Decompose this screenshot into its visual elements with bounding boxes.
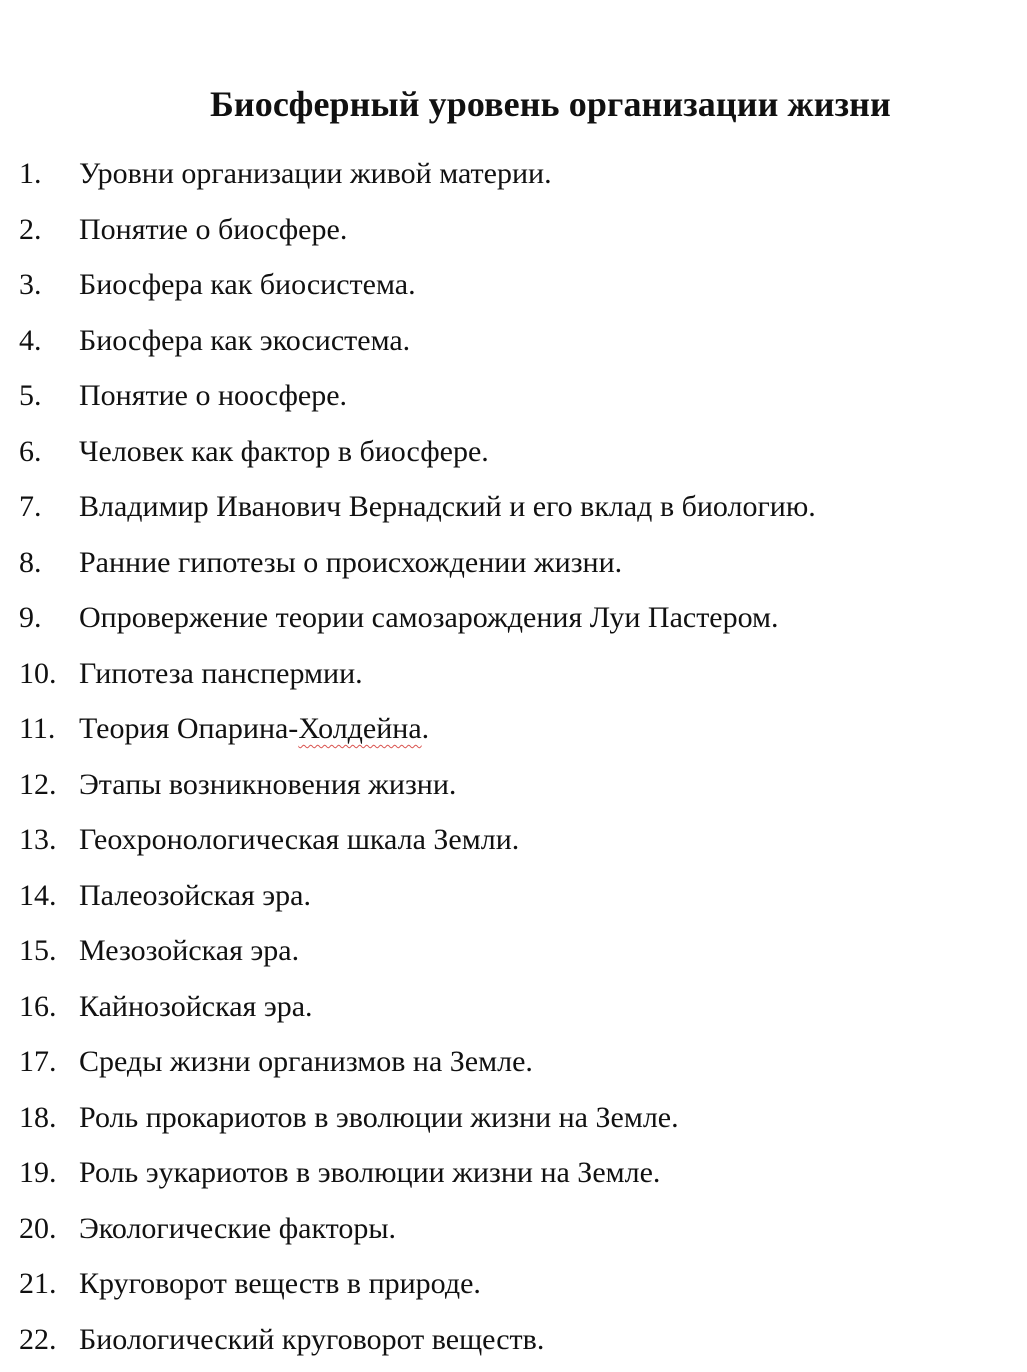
list-item [0, 313, 816, 369]
list-item [0, 701, 816, 757]
spellcheck-flagged-word[interactable]: Холдейна [298, 712, 422, 745]
list-item [0, 479, 816, 535]
topic-list [0, 146, 816, 1367]
list-item [0, 1145, 816, 1201]
list-item [0, 646, 816, 702]
item-text: Экологические факторы. [79, 1211, 397, 1245]
item-number: 3. [19, 268, 42, 301]
item-number: 1. [19, 157, 42, 190]
list-item [0, 257, 816, 313]
list-item [0, 757, 816, 813]
list-item [0, 1201, 816, 1257]
item-number: 19. [19, 1156, 57, 1189]
item-text: Среды жизни организмов на Земле. [79, 1045, 533, 1078]
item-number: 5. [19, 379, 42, 412]
item-text: Палеозойская эра. [79, 878, 312, 912]
item-text: Биологический круговорот веществ. [79, 1322, 545, 1356]
item-number: 17. [19, 1045, 57, 1078]
item-text: Уровни организации живой материи. [79, 157, 552, 190]
list-item [0, 868, 816, 924]
item-text: Мезозойская эра. [79, 934, 300, 967]
item-text-part: Теория Опарина- [79, 712, 299, 745]
item-text-part: . [421, 712, 430, 745]
list-item [0, 979, 816, 1035]
list-item [0, 535, 816, 591]
list-item [0, 424, 816, 480]
item-number: 15. [19, 934, 57, 967]
item-text: Биосфера как биосистема. [79, 268, 416, 301]
item-text: Геохронологическая шкала Земли. [79, 823, 520, 856]
list-item [0, 368, 816, 424]
item-number: 16. [19, 989, 57, 1023]
document-title: Биосферный уровень организации жизни [210, 84, 891, 124]
list-item [0, 202, 816, 258]
list-item [0, 146, 816, 202]
item-number: 11. [19, 712, 56, 745]
item-text [79, 701, 429, 757]
item-number: 10. [19, 656, 57, 690]
item-text: Понятие о биосфере. [79, 212, 348, 246]
list-item [0, 1090, 816, 1146]
item-number: 9. [19, 601, 42, 634]
item-text: Кайнозойская эра. [79, 989, 313, 1023]
item-text: Ранние гипотезы о происхождении жизни. [79, 545, 623, 579]
item-number: 21. [19, 1267, 57, 1300]
list-item [0, 812, 816, 868]
item-text: Круговорот веществ в природе. [79, 1267, 481, 1300]
list-item [0, 923, 816, 979]
item-text: Опровержение теории самозарождения Луи Пастером. [79, 601, 779, 634]
list-item [0, 1034, 816, 1090]
item-text: Роль эукариотов в эволюции жизни на Земле. [79, 1156, 661, 1189]
item-number: 6. [19, 434, 42, 468]
item-number: 8. [19, 545, 42, 579]
item-text: Владимир Иванович Вернадский и его вклад в биологию. [79, 490, 816, 523]
list-item [0, 1312, 816, 1368]
item-number: 14. [19, 878, 57, 912]
item-text: Гипотеза панспермии. [79, 656, 363, 690]
item-number: 18. [19, 1100, 57, 1134]
item-number: 2. [19, 212, 42, 246]
item-text: Понятие о ноосфере. [79, 379, 348, 412]
item-text: Биосфера как экосистема. [79, 323, 411, 357]
item-number: 12. [19, 767, 57, 801]
list-item [0, 590, 816, 646]
item-text: Человек как фактор в биосфере. [79, 434, 489, 468]
item-number: 13. [19, 823, 57, 856]
item-number: 20. [19, 1211, 57, 1245]
item-number: 22. [19, 1322, 57, 1356]
item-text: Этапы возникновения жизни. [79, 767, 457, 801]
item-text: Роль прокариотов в эволюции жизни на Земле. [79, 1100, 679, 1134]
item-number: 7. [19, 490, 42, 523]
item-number: 4. [19, 323, 42, 357]
list-item [0, 1256, 816, 1312]
